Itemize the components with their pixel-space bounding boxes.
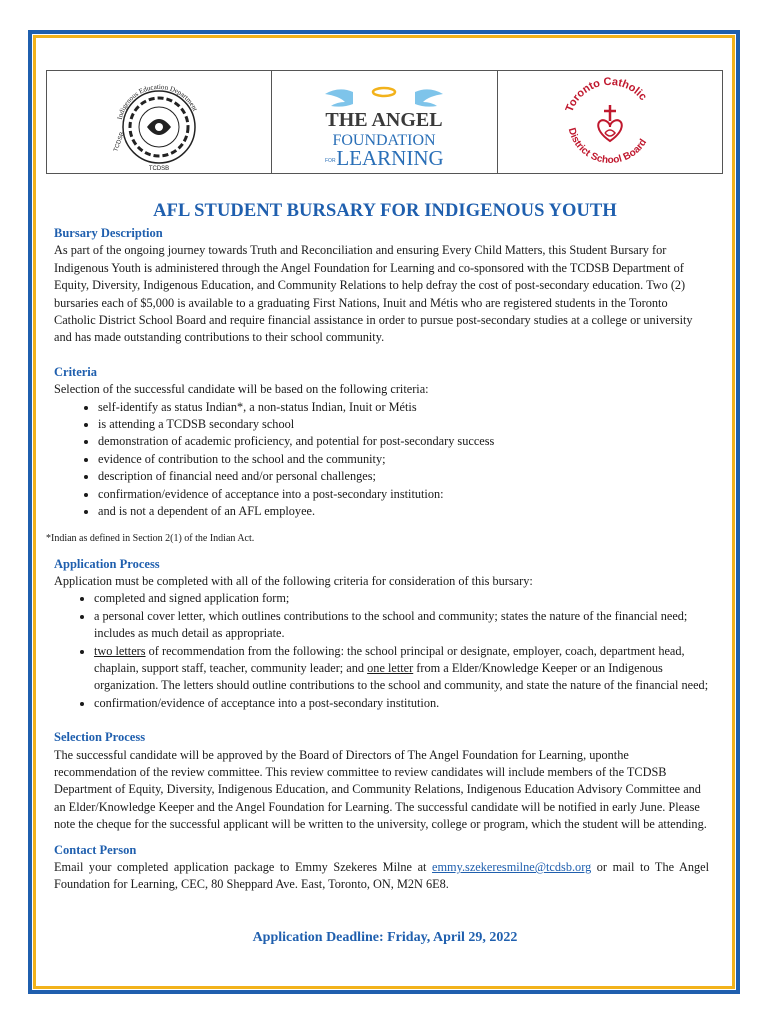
application-intro: Application must be completed with all of the following criteria for consideration of this bursary: xyxy=(54,573,533,588)
application-list xyxy=(54,590,709,712)
indigenous-education-logo-cell xyxy=(47,71,271,173)
bursary-text: As part of the ongoing journey towards Truth and Reconciliation and ensuring Every Child Matters, this Student Bursary for Indigenous Youth is administered through the Angel Foundation for Learning and co-sponsored with the TCDSB Department of Equity, Diversity, Indigenous Education, and Community Relations to help defray the cost of post-secondary education. Two (2) bursaries each of $5,000 is available to a graduating First Nations, Inuit and Métis who are registered students in the Toronto Catholic District School Board and require financial assistance in order to pursue post-secondary studies at a college or university and has made outstanding contributions to their school community. xyxy=(54,243,693,345)
contact-email-link[interactable]: emmy.szekeresmilne@tcdsb.org xyxy=(432,860,592,874)
list-item: • confirmation/evidence of acceptance into a post-secondary institution: xyxy=(98,486,709,503)
logo-angel-line3: FOR xyxy=(325,158,337,164)
angel-foundation-logo xyxy=(309,74,459,170)
list-item: • is attending a TCDSB secondary school xyxy=(98,416,709,433)
document-body xyxy=(54,225,709,894)
contact-text xyxy=(54,859,709,894)
logo-left-bottom-text: TCDSB xyxy=(148,166,170,172)
list-item: • completed and signed application form; xyxy=(94,590,709,607)
tcdsb-logo-cell xyxy=(497,71,722,173)
criteria-footnote: *Indian as defined in Section 2(1) of the Indian Act. xyxy=(46,533,255,544)
contact-text-before: Email your completed application package to Emmy Szekeres Milne at xyxy=(54,860,433,874)
page-title: AFL STUDENT BURSARY FOR INDIGENOUS YOUTH xyxy=(153,201,617,221)
list-item: • demonstration of academic proficiency, and potential for post-secondary success xyxy=(98,433,709,450)
selection-text: The successful candidate will be approved by the Board of Directors of The Angel Foundation for Learning, uponthe recommendation of the review committee. This review committee to review candidates will include members of the TCDSB Department of Equity, Diversity, Indigenous Education, and Community Relations, Indigenous Education Advisory Committee and an Elder/Knowledge Keeper and the Angel Foundation for Learning. The successful candidate will be notified in early June. Please note the cheque for the successful applicant will be written to the university, college or program, which the student will be attending. xyxy=(54,747,707,832)
criteria-list xyxy=(54,399,709,521)
recommendation-text: of recommendation from the following: the school principal or designate, employer, coach, department head, chaplain, support staff, teacher, community leader; and xyxy=(94,643,685,675)
tcdsb-logo-top-text: Toronto Catholic xyxy=(563,75,649,114)
tcdsb-logo xyxy=(554,73,666,171)
application-deadline: Application Deadline: Friday, April 29, 2022 xyxy=(252,930,518,945)
list-item: • description of financial need and/or personal challenges; xyxy=(98,468,709,485)
logo-angel-line2: FOUNDATION xyxy=(332,132,437,149)
logo-angel-line4: LEARNING xyxy=(336,146,445,170)
indigenous-education-logo xyxy=(99,72,219,172)
angel-foundation-logo-cell xyxy=(271,71,496,173)
contact-heading: Contact Person xyxy=(54,842,137,857)
logo-header xyxy=(46,70,723,174)
tcdsb-logo-bottom-text: District School Board xyxy=(565,126,650,167)
criteria-intro: Selection of the successful candidate will be based on the following criteria: xyxy=(54,382,429,397)
one-letter-text: one letter xyxy=(367,660,414,675)
application-heading: Application Process xyxy=(54,556,160,571)
list-item: • a personal cover letter, which outlines contributions to the school and community; states the nature of the financial need; includes as much detail as appropriate. xyxy=(94,608,709,643)
elder-letter-text: from a Elder/Knowledge Keeper or an Indigenous organization. The letters should outline contributions to the school and community, and state the nature of the financial need; xyxy=(94,660,709,693)
svg-text:Toronto Catholic xyxy=(563,76,648,114)
logo-angel-line1: THE ANGEL xyxy=(325,109,444,131)
svg-text:District School Board xyxy=(566,127,650,166)
logo-left-arc-text: Indigenous Education Department xyxy=(115,82,200,121)
list-item: • self-identify as status Indian*, a non-status Indian, Inuit or Métis xyxy=(98,399,709,416)
logo-left-side-text: TCDSB xyxy=(113,131,126,153)
bursary-heading: Bursary Description xyxy=(54,226,163,240)
criteria-heading: Criteria xyxy=(54,364,98,379)
list-item: • confirmation/evidence of acceptance into a post-secondary institution. xyxy=(94,695,709,712)
list-item: • evidence of contribution to the school and the community; xyxy=(98,451,709,468)
two-letters-text: two letters xyxy=(94,643,146,658)
selection-heading: Selection Process xyxy=(54,730,146,745)
list-item xyxy=(94,643,709,695)
list-item: • and is not a dependent of an AFL employee. xyxy=(98,503,709,520)
svg-text:Indigenous Education Departmen xyxy=(116,83,199,120)
contact-text-after: or mail to The Angel Foundation for Learning, CEC, 80 Sheppard Ave. East, Toronto, ON, M2N 6E8. xyxy=(54,860,709,892)
